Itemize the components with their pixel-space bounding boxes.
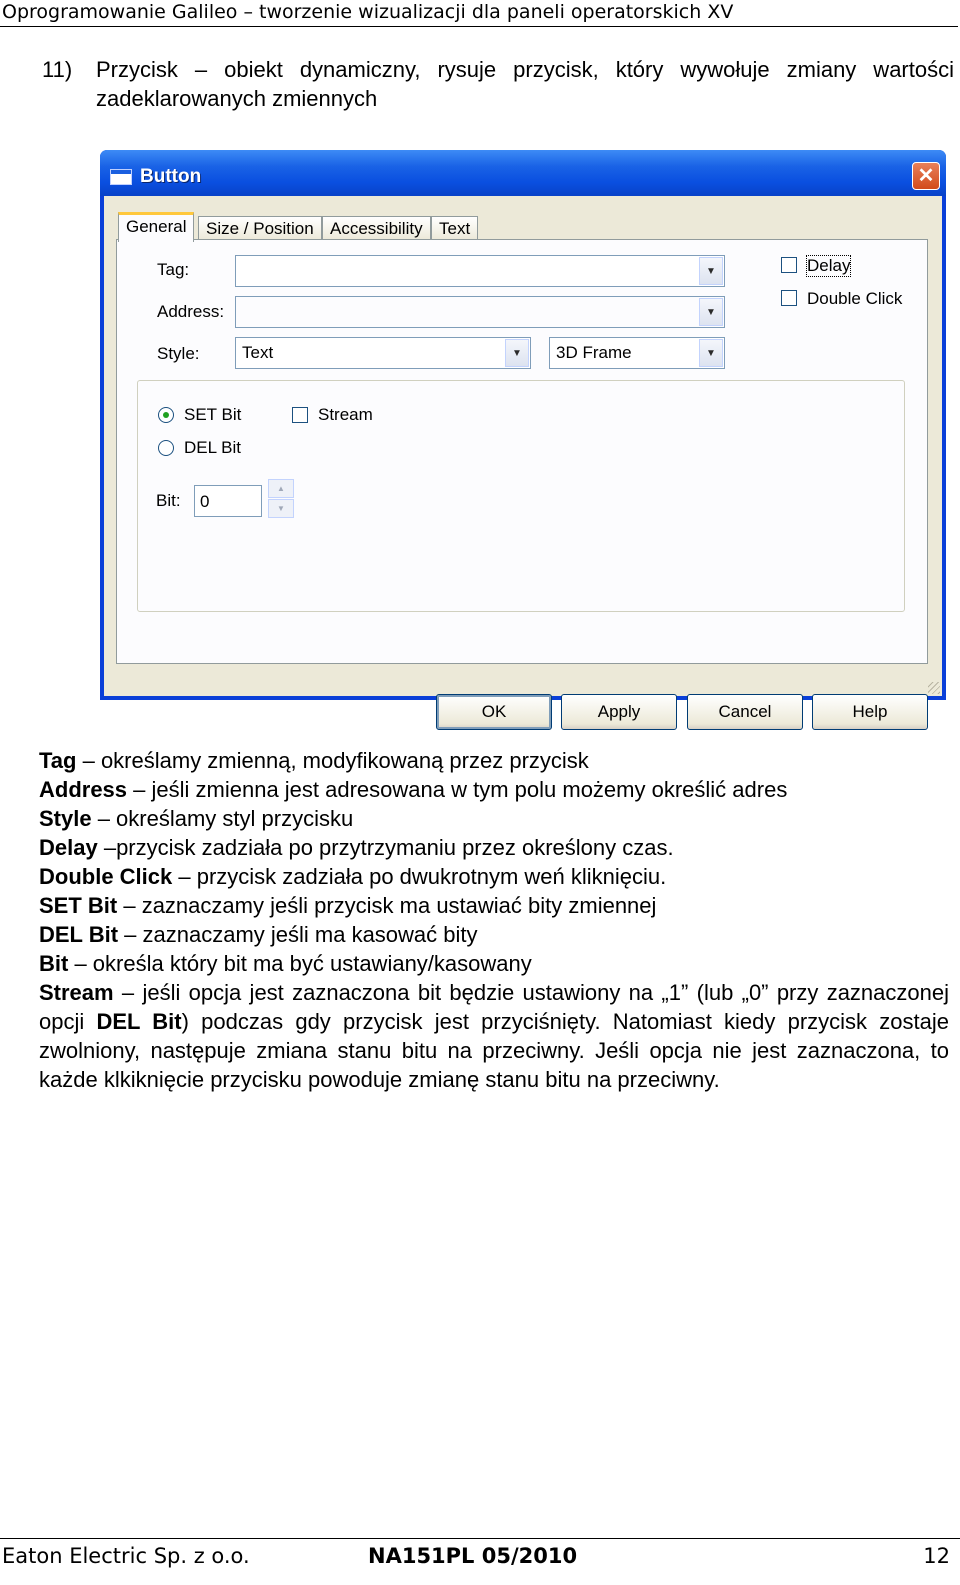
definition: – przycisk zadziała po dwukrotnym weń kliknięciu.: [172, 864, 667, 889]
term: Double Click: [39, 864, 173, 889]
definition: – określamy styl przycisku: [91, 806, 354, 831]
term: Style: [39, 806, 92, 831]
address-label: Address:: [157, 302, 225, 321]
header-title: Oprogramowanie Galileo – tworzenie wizualizacji dla paneli operatorskich XV: [2, 1, 734, 23]
term: Delay: [39, 835, 98, 860]
style-value: Text: [242, 343, 274, 362]
term: DEL Bit: [96, 1009, 182, 1034]
term: Address: [39, 777, 128, 802]
term: Bit: [39, 951, 69, 976]
desc-line-stream: [39, 978, 949, 1094]
resize-grip-icon[interactable]: [928, 682, 940, 694]
desc-line-address: [39, 775, 949, 804]
tab-accessibility[interactable]: Accessibility: [322, 216, 431, 240]
stream-checkbox[interactable]: [292, 407, 308, 423]
definition: – określa który bit ma być ustawiany/kasowany: [68, 951, 532, 976]
tag-combo[interactable]: [235, 255, 725, 287]
bit-options-group: [137, 380, 905, 612]
bit-spinner: [268, 479, 294, 519]
close-button[interactable]: [912, 162, 940, 190]
term: SET Bit: [39, 893, 118, 918]
window-icon: [110, 169, 132, 185]
section-heading: [42, 55, 954, 113]
desc-line-set-bit: [39, 891, 949, 920]
style-label: Style:: [157, 344, 200, 363]
section-text: Przycisk – obiekt dynamiczny, rysuje przycisk, który wywołuje zmiany wartości zadeklarowanych zmiennych: [96, 57, 954, 111]
tab-size-position[interactable]: Size / Position: [198, 216, 322, 240]
double-click-label[interactable]: Double Click: [807, 289, 903, 308]
delay-label[interactable]: Delay: [807, 256, 851, 275]
desc-line-double-click: [39, 862, 949, 891]
cancel-button[interactable]: Cancel: [687, 694, 803, 730]
close-icon: ✕: [917, 165, 935, 187]
definition: –przycisk zadziała po przytrzymaniu przez określony czas.: [97, 835, 674, 860]
ok-button[interactable]: OK: [436, 694, 552, 730]
desc-line-tag: [39, 746, 949, 775]
stream-label[interactable]: Stream: [318, 405, 373, 424]
delay-checkbox[interactable]: [781, 257, 797, 273]
term: Tag: [39, 748, 77, 773]
tab-text[interactable]: Text: [431, 216, 478, 240]
dialog-titlebar[interactable]: [100, 150, 946, 196]
del-bit-label[interactable]: DEL Bit: [184, 438, 242, 457]
section-number: 11): [42, 57, 73, 82]
apply-button[interactable]: Apply: [561, 694, 677, 730]
spin-up-icon[interactable]: ▲: [268, 479, 294, 498]
definition: – zaznaczamy jeśli przycisk ma ustawiać bity zmiennej: [117, 893, 657, 918]
chevron-down-icon[interactable]: ▼: [505, 339, 529, 367]
term: DEL Bit: [39, 922, 119, 947]
bit-value: 0: [200, 492, 210, 511]
definition: – zaznaczamy jeśli ma kasować bity: [118, 922, 478, 947]
bit-label: Bit:: [156, 491, 181, 510]
double-click-checkbox[interactable]: [781, 290, 797, 306]
dialog-client: [104, 196, 942, 721]
set-bit-label[interactable]: SET Bit: [184, 405, 242, 424]
style-combo[interactable]: [235, 337, 531, 369]
desc-line-style: [39, 804, 949, 833]
tab-general[interactable]: General: [118, 212, 194, 242]
tag-label: Tag:: [157, 260, 190, 279]
definition: – określamy zmienną, modyfikowaną przez przycisk: [76, 748, 589, 773]
spin-down-icon[interactable]: ▼: [268, 499, 294, 518]
desc-line-del-bit: [39, 920, 949, 949]
general-tab-panel: [116, 239, 928, 664]
del-bit-radio[interactable]: [158, 440, 174, 456]
set-bit-radio[interactable]: [158, 407, 174, 423]
button-dialog: [100, 150, 946, 721]
footer-doc-id: NA151PL 05/2010: [368, 1544, 578, 1568]
term: Stream: [39, 980, 114, 1005]
page-header: [0, 0, 958, 27]
dialog-title: Button: [140, 166, 202, 187]
help-button[interactable]: Help: [812, 694, 928, 730]
definition: – jeśli opcja jest zaznaczona bit będzie ustawiony na „1” (lub „0” przy zaznaczonej opcji: [39, 980, 949, 1034]
definition: – jeśli zmienna jest adresowana w tym polu możemy określić adres: [127, 777, 788, 802]
page-footer: [0, 1538, 960, 1585]
chevron-down-icon[interactable]: ▼: [699, 298, 723, 326]
address-combo[interactable]: [235, 296, 725, 328]
bit-input[interactable]: [194, 485, 262, 517]
chevron-down-icon[interactable]: ▼: [699, 339, 723, 367]
desc-line-bit: [39, 949, 949, 978]
description: [39, 746, 949, 1094]
frame-value: 3D Frame: [556, 343, 632, 362]
desc-line-delay: [39, 833, 949, 862]
chevron-down-icon[interactable]: ▼: [699, 257, 723, 285]
page-number: 12: [923, 1544, 950, 1568]
definition: ) podczas gdy przycisk jest przyciśnięty. Natomiast kiedy przycisk zostaje zwolniony, następuje zmiana stanu bitu na przeciwny. Jeśli opcja nie jest zaznaczona, to każde klkiknięcie przycisku powoduje zmianę stanu bitu na przeciwny.: [39, 1009, 949, 1092]
frame-combo[interactable]: [549, 337, 725, 369]
footer-company: Eaton Electric Sp. z o.o.: [2, 1544, 250, 1568]
